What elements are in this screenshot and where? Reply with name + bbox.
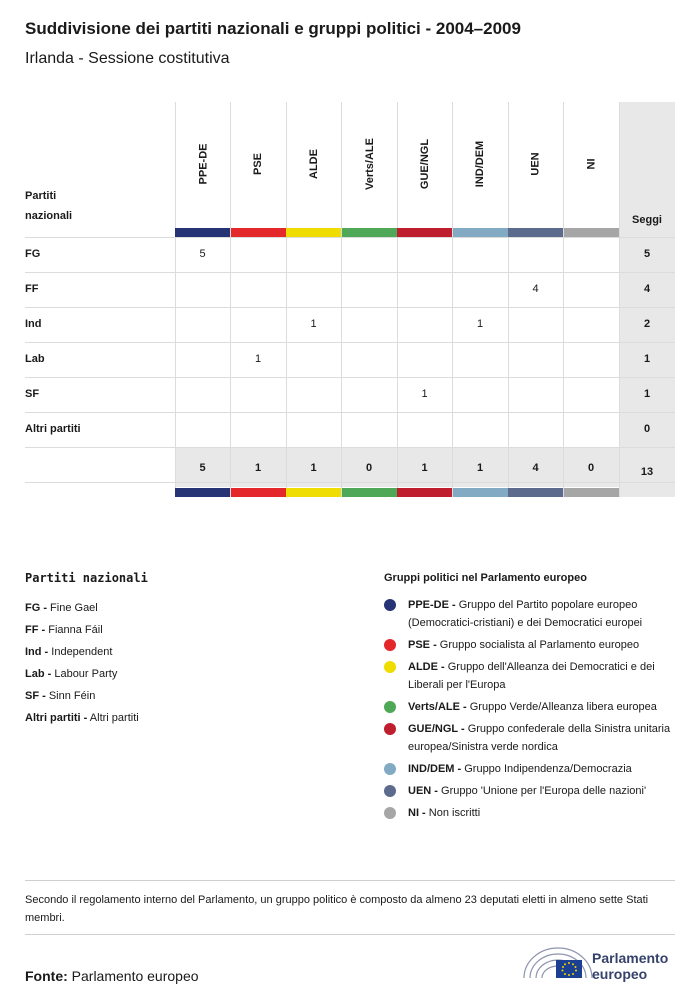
party-code: SF -	[25, 690, 46, 702]
group-color-bar	[508, 488, 563, 497]
group-header-label: GUE/NGL	[419, 138, 431, 190]
party-legend-item	[25, 663, 345, 685]
groups-legend	[384, 572, 684, 826]
source-value: Parlamento europeo	[71, 968, 199, 984]
seat-cell: 1	[254, 353, 262, 365]
group-legend-item	[384, 804, 684, 822]
group-color-dot-icon	[384, 701, 396, 713]
group-total: 1	[421, 462, 428, 474]
logo-line-2: europeo	[592, 966, 648, 982]
row-header: Partiti nazionali	[25, 190, 73, 222]
group-color-bar	[397, 228, 452, 237]
group-code: Verts/ALE -	[408, 701, 467, 713]
group-color-bar	[231, 488, 286, 497]
seat-cell: 1	[310, 318, 317, 330]
party-row-label: FG	[25, 248, 41, 260]
party-name: Fine Gael	[47, 602, 98, 614]
group-header-label: UEN	[529, 152, 542, 176]
group-legend-item	[384, 782, 684, 800]
party-row-label: Altri partiti	[25, 423, 81, 435]
group-color-bar	[564, 488, 619, 497]
party-code: Lab -	[25, 668, 52, 680]
group-color-bar	[231, 228, 286, 237]
group-total: 1	[310, 462, 317, 474]
seat-cell: 4	[532, 283, 539, 295]
seats-header: Seggi	[632, 214, 662, 226]
group-legend-item	[384, 658, 684, 694]
seat-total: 1	[643, 388, 651, 400]
source-label: Fonte:	[25, 968, 68, 984]
group-color-bar	[175, 488, 230, 497]
group-color-dot-icon	[384, 599, 396, 611]
seat-cell: 1	[421, 388, 428, 400]
group-legend-item	[384, 760, 684, 778]
group-color-bar	[397, 488, 452, 497]
group-name: Gruppo 'Unione per l'Europa delle nazioni'	[437, 785, 647, 797]
group-header	[175, 100, 231, 228]
party-name: Independent	[48, 646, 113, 658]
seat-total: 1	[643, 353, 651, 365]
group-header-label: IND/DEM	[474, 140, 487, 188]
seat-cell: 5	[199, 248, 206, 260]
groups-legend-list	[384, 596, 684, 822]
group-color-bar	[453, 228, 508, 237]
grid-line	[25, 272, 675, 273]
group-name: Gruppo del Partito popolare europeo (Democratici-cristiani) e dei Democratici europei	[408, 599, 643, 629]
group-color-dot-icon	[384, 807, 396, 819]
group-header	[453, 100, 509, 228]
group-code: UEN -	[408, 785, 438, 797]
page-title: Suddivisione dei partiti nazionali e gruppi politici - 2004–2009	[25, 19, 521, 38]
group-header-label: NI	[585, 158, 598, 170]
party-name: Altri partiti	[87, 712, 139, 724]
group-header	[231, 100, 287, 228]
group-total: 5	[199, 462, 206, 474]
group-legend-item	[384, 636, 684, 654]
group-color-bar	[342, 228, 397, 237]
divider	[25, 880, 675, 881]
group-color-bar	[342, 488, 397, 497]
footnote: Secondo il regolamento interno del Parlamento, un gruppo politico è composto da almeno 23 deputati eletti in almeno sette Stati membri.	[25, 894, 649, 924]
group-header-label: Verts/ALE	[363, 138, 376, 190]
group-total: 0	[587, 462, 595, 474]
grid-line	[25, 307, 675, 308]
parties-legend-title: Partiti nazionali	[25, 571, 148, 585]
group-code: PSE -	[408, 639, 437, 651]
source	[25, 968, 199, 984]
group-total: 1	[254, 462, 262, 474]
party-code: Ind -	[25, 646, 49, 658]
grid-line	[25, 447, 675, 448]
party-legend-item	[25, 707, 345, 729]
party-name: Fianna Fáil	[45, 624, 103, 636]
grid-line	[25, 482, 675, 483]
party-row-label: SF	[25, 388, 40, 400]
logo-text	[592, 950, 668, 982]
group-color-bar	[286, 228, 341, 237]
group-color-dot-icon	[384, 763, 396, 775]
party-row-label: Lab	[25, 353, 45, 365]
logo-line-1: Parlamento	[592, 950, 669, 966]
party-legend-item	[25, 597, 345, 619]
group-header	[286, 100, 342, 228]
group-name: Gruppo Verde/Alleanza libera europea	[466, 701, 657, 713]
parties-legend-list	[25, 597, 345, 729]
group-name: Gruppo dell'Alleanza dei Democratici e dei Liberali per l'Europa	[408, 661, 655, 691]
group-code: NI -	[408, 807, 426, 819]
group-header-label: PPE-DE	[197, 143, 209, 185]
group-color-bar	[175, 228, 230, 237]
seat-total: 0	[643, 423, 651, 435]
group-total: 0	[365, 462, 373, 474]
group-name: Gruppo socialista al Parlamento europeo	[436, 639, 640, 651]
grid-line	[25, 412, 675, 413]
party-code: FF -	[25, 624, 46, 636]
group-color-dot-icon	[384, 639, 396, 651]
group-header	[564, 100, 620, 228]
group-color-dot-icon	[384, 785, 396, 797]
divider	[25, 934, 675, 935]
party-row-label: Ind	[25, 318, 42, 330]
seat-cell: 1	[476, 318, 484, 330]
group-header-label: PSE	[252, 152, 265, 176]
group-code: ALDE -	[408, 661, 445, 673]
grid-line	[25, 377, 675, 378]
group-header	[508, 100, 564, 228]
group-code: IND/DEM -	[408, 763, 462, 775]
grand-total: 13	[640, 466, 654, 478]
seat-total: 2	[643, 318, 651, 330]
group-total: 4	[532, 462, 539, 474]
group-legend-item	[384, 596, 684, 632]
group-code: GUE/NGL -	[408, 723, 465, 735]
seats-column-bg	[619, 102, 675, 497]
group-color-bar	[508, 228, 563, 237]
groups-legend-title: Gruppi politici nel Parlamento europeo	[384, 572, 587, 584]
party-code: Altri partiti -	[25, 712, 88, 724]
group-legend-item	[384, 720, 684, 756]
group-header-label: ALDE	[307, 149, 320, 179]
group-name: Gruppo confederale della Sinistra unitaria europea/Sinistra verde nordica	[408, 723, 671, 753]
group-header	[397, 100, 453, 228]
group-header	[342, 100, 398, 228]
group-color-dot-icon	[384, 723, 396, 735]
group-color-bar	[286, 488, 341, 497]
party-legend-item	[25, 641, 345, 663]
grid-line	[25, 237, 675, 238]
party-legend-item	[25, 685, 345, 707]
seat-total: 4	[643, 283, 651, 295]
group-code: PPE-DE -	[408, 599, 456, 611]
party-code: FG -	[25, 602, 47, 614]
group-legend-item	[384, 698, 684, 716]
group-color-bar	[564, 228, 619, 237]
party-name: Labour Party	[51, 668, 118, 680]
party-name: Sinn Féin	[45, 690, 96, 702]
party-legend-item	[25, 619, 345, 641]
group-color-dot-icon	[384, 661, 396, 673]
page-subtitle: Irlanda - Sessione costitutiva	[25, 50, 230, 67]
party-row-label: FF	[25, 283, 39, 295]
grid-line	[25, 342, 675, 343]
group-name: Non iscritti	[425, 807, 481, 819]
group-color-bar	[453, 488, 508, 497]
group-total: 1	[476, 462, 484, 474]
group-name: Gruppo Indipendenza/Democrazia	[461, 763, 632, 775]
parties-legend	[25, 571, 345, 729]
seat-total: 5	[643, 248, 651, 260]
